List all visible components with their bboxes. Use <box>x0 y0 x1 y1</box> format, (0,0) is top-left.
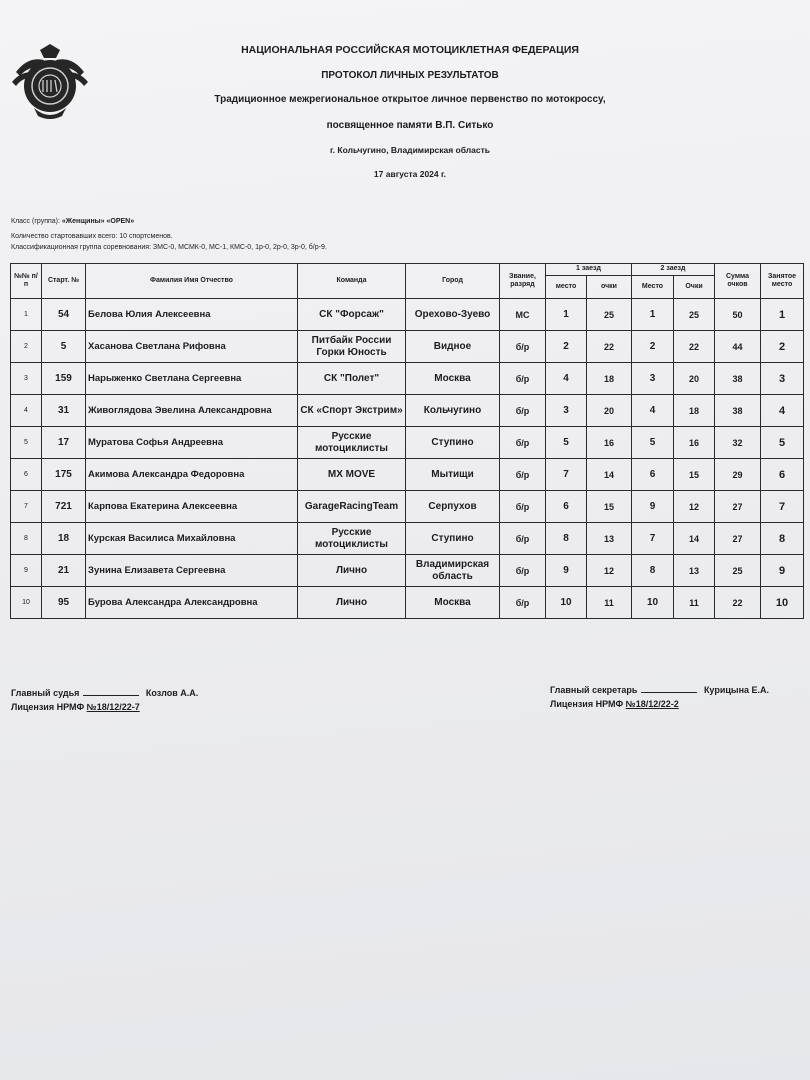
cell-index: 8 <box>11 523 42 555</box>
cell-athlete-name: Карпова Екатерина Алексеевна <box>86 491 298 523</box>
cell-total-points: 38 <box>715 395 761 427</box>
cell-index: 3 <box>11 363 42 395</box>
cell-team: MX MOVE <box>298 459 406 491</box>
cell-start-number: 17 <box>42 427 86 459</box>
cell-final-place: 1 <box>761 299 804 331</box>
cell-race2-points: 18 <box>674 395 715 427</box>
cell-race2-points: 15 <box>674 459 715 491</box>
cell-team: GarageRacingTeam <box>298 491 406 523</box>
cell-start-number: 18 <box>42 523 86 555</box>
cell-city: Ступино <box>406 427 500 459</box>
cell-start-number: 159 <box>42 363 86 395</box>
col-race1-header: 1 заезд <box>546 264 632 276</box>
cell-race1-place: 1 <box>546 299 587 331</box>
protocol-title: ПРОТОКОЛ ЛИЧНЫХ РЕЗУЛЬТАТОВ <box>321 70 499 81</box>
cell-city: Москва <box>406 587 500 619</box>
cell-team: Русские мотоциклисты <box>298 427 406 459</box>
cell-team: СК «Спорт Экстрим» <box>298 395 406 427</box>
cell-rank: б/р <box>500 491 546 523</box>
cell-start-number: 95 <box>42 587 86 619</box>
cell-race2-points: 16 <box>674 427 715 459</box>
event-location: г. Кольчугино, Владимирская область <box>329 145 491 155</box>
cell-total-points: 38 <box>715 363 761 395</box>
cell-race1-place: 2 <box>546 331 587 363</box>
cell-city: Серпухов <box>406 491 500 523</box>
cell-athlete-name: Хасанова Светлана Рифовна <box>86 331 298 363</box>
cell-team: Лично <box>298 587 406 619</box>
cell-rank: б/р <box>500 363 546 395</box>
cell-index: 4 <box>11 395 42 427</box>
cell-race1-points: 12 <box>587 555 632 587</box>
cell-team: Русские мотоциклисты <box>298 523 406 555</box>
cell-start-number: 721 <box>42 491 86 523</box>
secretary-signature-blank <box>641 684 697 693</box>
cell-team: Питбайк России Горки Юность <box>298 331 406 363</box>
cell-total-points: 25 <box>715 555 761 587</box>
table-row <box>11 587 804 619</box>
cell-index: 9 <box>11 555 42 587</box>
cell-race2-points: 11 <box>674 587 715 619</box>
cell-final-place: 2 <box>761 331 804 363</box>
event-title-line2: посвященное памяти В.П. Ситько <box>326 120 494 131</box>
secretary-license-number: №18/12/22-2 <box>625 699 679 709</box>
cell-total-points: 27 <box>715 523 761 555</box>
col-place1-header: место <box>546 276 587 299</box>
secretary-license-label: Лицензия НРМФ <box>550 699 624 709</box>
cell-final-place: 3 <box>761 363 804 395</box>
cell-race2-points: 25 <box>674 299 715 331</box>
col-place2-header: Место <box>632 276 674 299</box>
secretary-line <box>550 684 769 695</box>
cell-final-place: 9 <box>761 555 804 587</box>
cell-race1-points: 22 <box>587 331 632 363</box>
cell-race1-place: 10 <box>546 587 587 619</box>
col-points1-header: очки <box>587 276 632 299</box>
cell-race2-points: 13 <box>674 555 715 587</box>
cell-race1-points: 20 <box>587 395 632 427</box>
event-date: 17 августа 2024 г. <box>373 169 447 179</box>
judge-license-number: №18/12/22-7 <box>86 702 140 712</box>
cell-index: 10 <box>11 587 42 619</box>
cell-rank: б/р <box>500 459 546 491</box>
cell-rank: б/р <box>500 331 546 363</box>
cell-rank: б/р <box>500 395 546 427</box>
secretary-license-line <box>550 699 679 709</box>
cell-race2-place: 2 <box>632 331 674 363</box>
table-row <box>11 459 804 491</box>
col-race2-header: 2 заезд <box>632 264 715 276</box>
starters-count: Количество стартовавших всего: 10 спортсменов. <box>11 233 173 240</box>
cell-race2-place: 9 <box>632 491 674 523</box>
judge-signature-blank <box>83 687 139 696</box>
cell-race2-points: 12 <box>674 491 715 523</box>
federation-title: НАЦИОНАЛЬНАЯ РОССИЙСКАЯ МОТОЦИКЛЕТНАЯ ФЕДЕРАЦИЯ <box>241 44 579 56</box>
cell-race2-points: 14 <box>674 523 715 555</box>
cell-race2-place: 7 <box>632 523 674 555</box>
cell-race1-place: 4 <box>546 363 587 395</box>
cell-rank: б/р <box>500 523 546 555</box>
cell-final-place: 6 <box>761 459 804 491</box>
classification-group: Классификационная группа соревнования: ЗМС-0, МСМК-0, МС-1, КМС-0, 1р-0, 2р-0, 3р-0, б/р-9. <box>11 244 327 251</box>
cell-city: Видное <box>406 331 500 363</box>
cell-team: СК "Полет" <box>298 363 406 395</box>
table-row <box>11 523 804 555</box>
cell-start-number: 5 <box>42 331 86 363</box>
cell-race2-points: 22 <box>674 331 715 363</box>
judge-name: Козлов А.А. <box>145 688 199 698</box>
judge-label: Главный судья <box>11 688 80 698</box>
col-start-header: Старт. № <box>42 264 86 299</box>
cell-race2-place: 10 <box>632 587 674 619</box>
cell-athlete-name: Курская Василиса Михайловна <box>86 523 298 555</box>
cell-final-place: 7 <box>761 491 804 523</box>
cell-race2-place: 3 <box>632 363 674 395</box>
cell-total-points: 29 <box>715 459 761 491</box>
cell-race1-points: 13 <box>587 523 632 555</box>
cell-race2-place: 4 <box>632 395 674 427</box>
cell-race2-place: 1 <box>632 299 674 331</box>
cell-race2-place: 5 <box>632 427 674 459</box>
cell-athlete-name: Зунина Елизавета Сергеевна <box>86 555 298 587</box>
cell-race1-points: 16 <box>587 427 632 459</box>
judge-line <box>11 687 198 698</box>
cell-final-place: 10 <box>761 587 804 619</box>
col-num-header: №№ п/п <box>11 264 42 299</box>
cell-race1-place: 3 <box>546 395 587 427</box>
table-row <box>11 491 804 523</box>
cell-race1-place: 8 <box>546 523 587 555</box>
cell-start-number: 21 <box>42 555 86 587</box>
cell-team: СК "Форсаж" <box>298 299 406 331</box>
class-label: Класс (группа): <box>11 218 60 225</box>
col-rank-header: Звание, разряд <box>500 264 546 299</box>
cell-city: Орехово-Зуево <box>406 299 500 331</box>
table-row <box>11 299 804 331</box>
event-title-line1: Традиционное межрегиональное открытое личное первенство по мотокроссу, <box>214 94 606 105</box>
class-value: «Женщины» «OPEN» <box>61 218 135 225</box>
cell-start-number: 175 <box>42 459 86 491</box>
cell-final-place: 4 <box>761 395 804 427</box>
cell-city: Москва <box>406 363 500 395</box>
cell-athlete-name: Белова Юлия Алексеевна <box>86 299 298 331</box>
cell-race2-points: 20 <box>674 363 715 395</box>
cell-city: Мытищи <box>406 459 500 491</box>
col-total-header: Сумма очков <box>715 264 761 299</box>
cell-final-place: 5 <box>761 427 804 459</box>
cell-total-points: 22 <box>715 587 761 619</box>
cell-start-number: 54 <box>42 299 86 331</box>
results-table <box>10 263 804 619</box>
cell-rank: б/р <box>500 587 546 619</box>
cell-race1-points: 25 <box>587 299 632 331</box>
cell-rank: б/р <box>500 555 546 587</box>
cell-race1-place: 7 <box>546 459 587 491</box>
col-points2-header: Очки <box>674 276 715 299</box>
class-line <box>11 218 134 225</box>
cell-team: Лично <box>298 555 406 587</box>
cell-total-points: 50 <box>715 299 761 331</box>
cell-race1-place: 9 <box>546 555 587 587</box>
table-row <box>11 555 804 587</box>
cell-start-number: 31 <box>42 395 86 427</box>
cell-athlete-name: Муратова Софья Андреевна <box>86 427 298 459</box>
cell-index: 6 <box>11 459 42 491</box>
cell-rank: МС <box>500 299 546 331</box>
cell-race1-place: 5 <box>546 427 587 459</box>
cell-index: 5 <box>11 427 42 459</box>
col-name-header: Фамилия Имя Отчество <box>86 264 298 299</box>
cell-race1-points: 11 <box>587 587 632 619</box>
cell-index: 2 <box>11 331 42 363</box>
cell-athlete-name: Бурова Александра Александровна <box>86 587 298 619</box>
secretary-name: Курицына Е.А. <box>703 685 770 695</box>
cell-index: 7 <box>11 491 42 523</box>
cell-race1-points: 15 <box>587 491 632 523</box>
cell-total-points: 32 <box>715 427 761 459</box>
cell-city: Кольчугино <box>406 395 500 427</box>
cell-city: Ступино <box>406 523 500 555</box>
secretary-label: Главный секретарь <box>550 685 638 695</box>
col-team-header: Команда <box>298 264 406 299</box>
table-row <box>11 395 804 427</box>
table-row <box>11 427 804 459</box>
cell-athlete-name: Акимова Александра Федоровна <box>86 459 298 491</box>
cell-total-points: 44 <box>715 331 761 363</box>
cell-race2-place: 8 <box>632 555 674 587</box>
judge-license-label: Лицензия НРМФ <box>11 702 85 712</box>
cell-city: Владимирская область <box>406 555 500 587</box>
cell-index: 1 <box>11 299 42 331</box>
table-row <box>11 331 804 363</box>
cell-final-place: 8 <box>761 523 804 555</box>
col-city-header: Город <box>406 264 500 299</box>
cell-rank: б/р <box>500 427 546 459</box>
federation-emblem-icon <box>10 42 90 122</box>
cell-athlete-name: Нарыженко Светлана Сергеевна <box>86 363 298 395</box>
judge-license-line <box>11 702 140 712</box>
cell-total-points: 27 <box>715 491 761 523</box>
results-body <box>11 299 804 619</box>
table-row <box>11 363 804 395</box>
cell-race1-points: 18 <box>587 363 632 395</box>
table-header-row <box>11 264 804 276</box>
col-final-place-header: Занятое место <box>761 264 804 299</box>
cell-race2-place: 6 <box>632 459 674 491</box>
cell-athlete-name: Живоглядова Эвелина Александровна <box>86 395 298 427</box>
cell-race1-place: 6 <box>546 491 587 523</box>
cell-race1-points: 14 <box>587 459 632 491</box>
